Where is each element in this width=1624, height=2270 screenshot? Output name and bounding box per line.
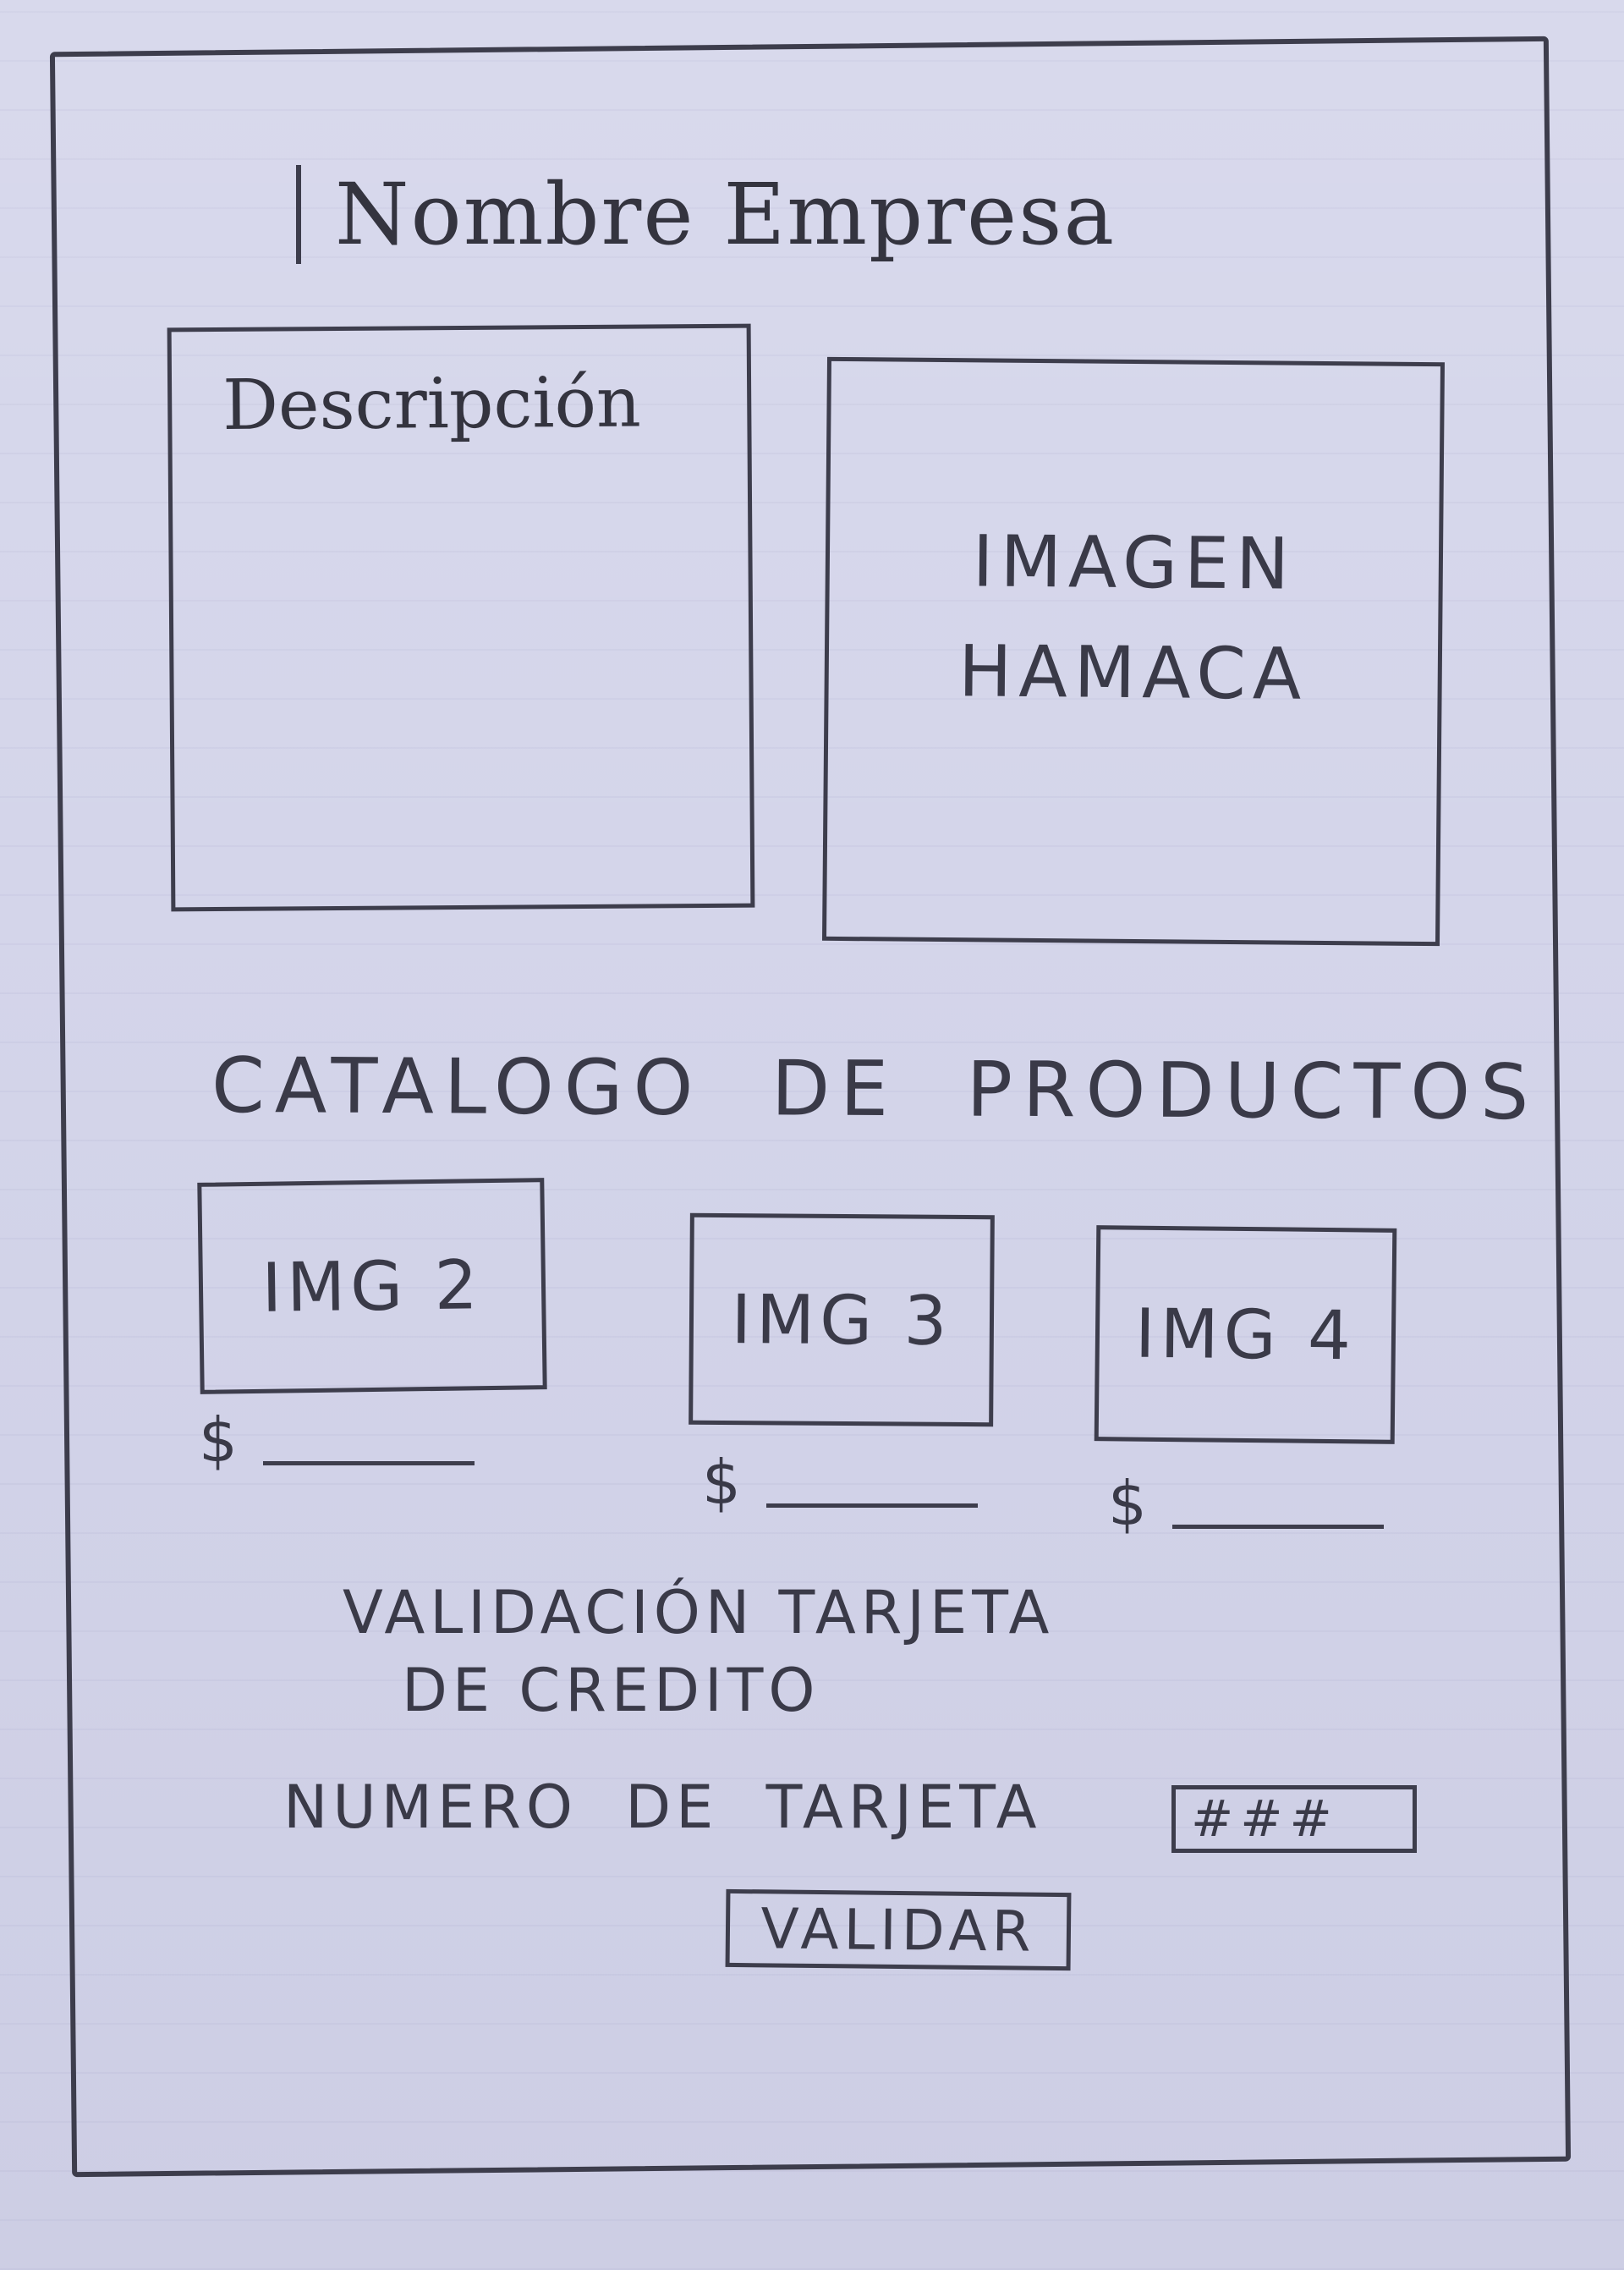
- product-image-label: IMG 4: [1134, 1294, 1357, 1376]
- dollar-sign: $: [199, 1404, 238, 1476]
- validate-button[interactable]: VALIDAR: [726, 1889, 1072, 1970]
- product-image-label: IMG 3: [731, 1279, 952, 1360]
- hero-image-placeholder: [822, 357, 1445, 946]
- price-blank-line: [263, 1461, 475, 1465]
- hero-image-label: [828, 505, 1439, 730]
- card-number-input[interactable]: [1171, 1785, 1417, 1853]
- hero-image-label-line2: HAMACA: [957, 629, 1309, 716]
- product-price-2: [199, 1404, 475, 1476]
- product-card-image-3[interactable]: [689, 1213, 995, 1427]
- product-price-4: [1108, 1468, 1384, 1539]
- product-image-label: IMG 2: [261, 1245, 484, 1327]
- product-price-3: [702, 1447, 978, 1518]
- card-validation-title-line2: DE CREDITO: [402, 1656, 820, 1725]
- product-card-image-2[interactable]: [197, 1178, 546, 1394]
- product-card-image-4[interactable]: [1095, 1225, 1397, 1444]
- card-number-label: NUMERO DE TARJETA: [283, 1773, 1042, 1842]
- card-validation-title: [343, 1574, 1054, 1729]
- card-validation-title-line1: VALIDACIÓN TARJETA: [343, 1578, 1055, 1647]
- price-blank-line: [1172, 1525, 1384, 1529]
- dollar-sign: $: [1108, 1468, 1147, 1539]
- catalog-title: CATALOGO DE PRODUCTOS: [211, 1041, 1539, 1138]
- company-name: Nombre Empresa: [296, 165, 1116, 264]
- price-blank-line: [766, 1503, 978, 1508]
- description-label: Descripción: [222, 362, 642, 446]
- dollar-sign: $: [702, 1447, 741, 1518]
- description-panel: [167, 324, 755, 912]
- hero-image-label-line1: IMAGEN: [972, 519, 1297, 606]
